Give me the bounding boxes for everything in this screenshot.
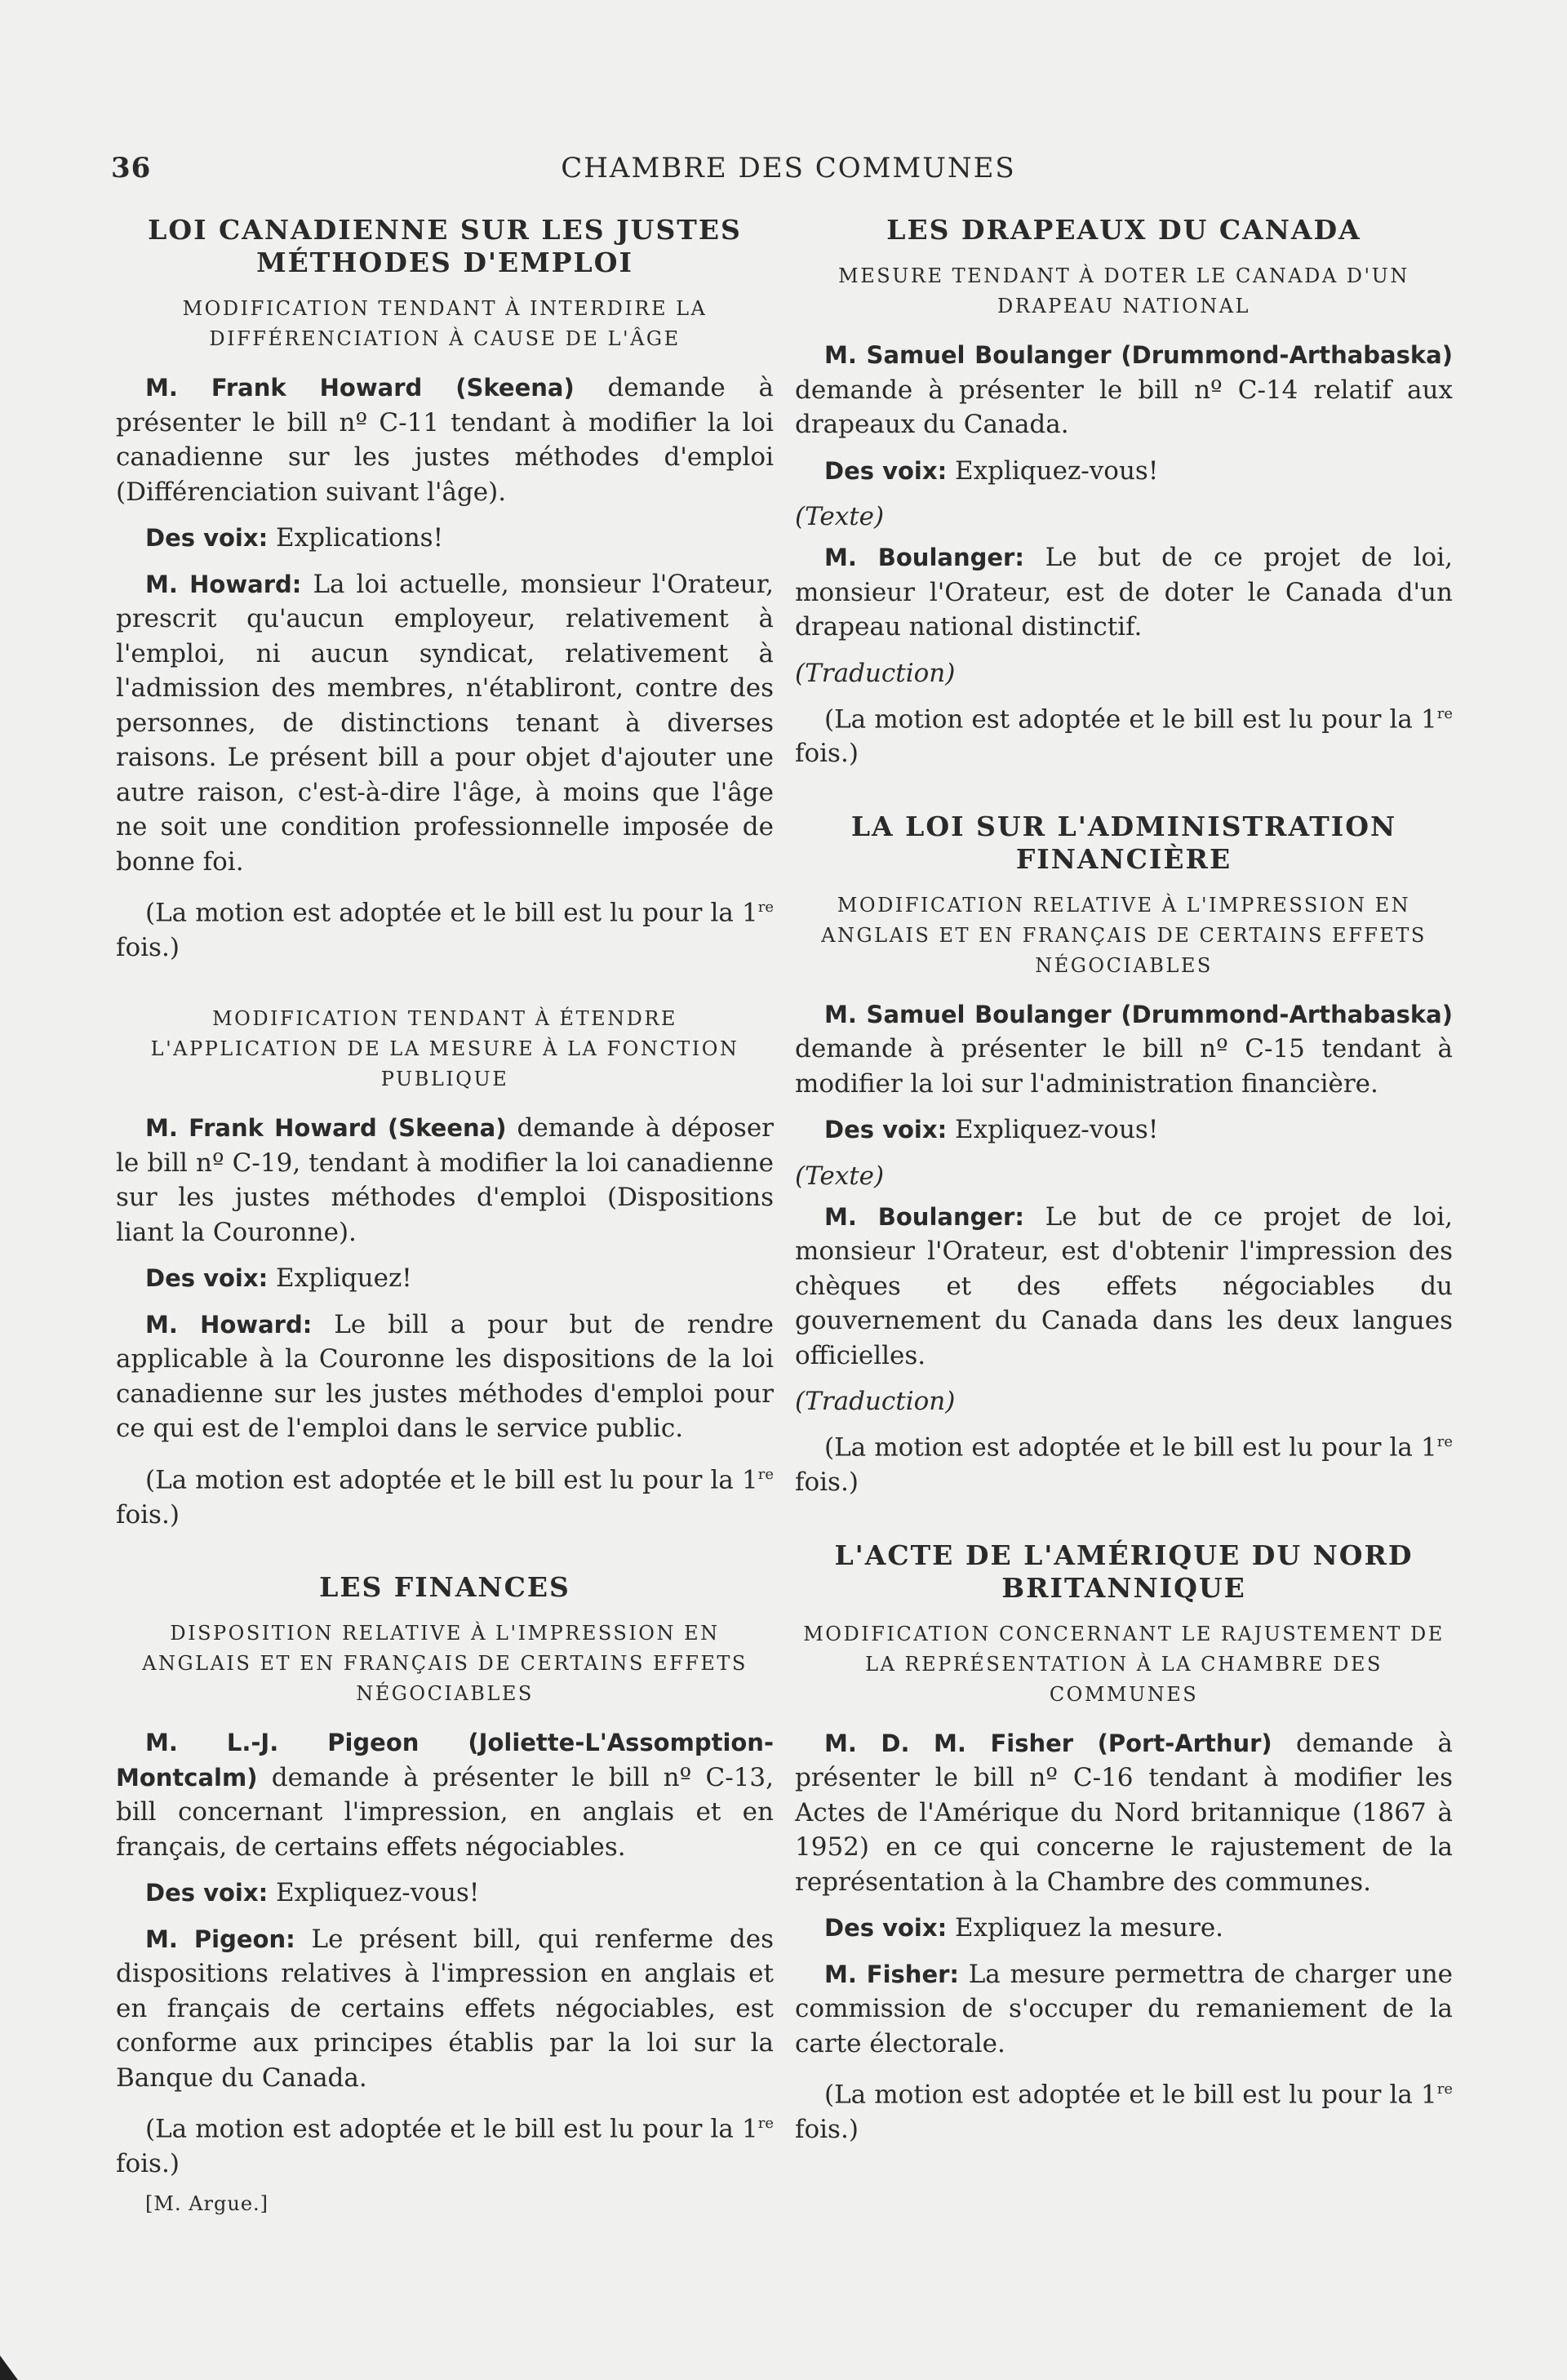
- section-subtitle: DISPOSITION RELATIVE À L'IMPRESSION EN ANGLAIS ET EN FRANÇAIS DE CERTAINS EFFETS NÉGOCIABLES: [142, 1622, 748, 1706]
- paragraph: M. D. M. Fisher (Port-Arthur) demande à présenter le bill nº C-16 tendant à modifier les Actes de l'Amérique du Nord britannique (1867 à 1952) en ce qui concerne le rajustement de la représentation à la Chambre des communes.: [795, 1728, 1453, 1897]
- speaker: M. Samuel Boulanger (Drummond-Arthabaska): [824, 1000, 1453, 1028]
- speaker: M. D. M. Fisher (Port-Arthur): [824, 1729, 1272, 1757]
- speaker: Des voix:: [824, 1116, 948, 1144]
- section-title: LOI CANADIENNE SUR LES JUSTES MÉTHODES D'EMPLOI: [148, 214, 742, 278]
- speaker: M. Boulanger:: [824, 1202, 1024, 1231]
- motion-note: (La motion est adoptée et le bill est lu pour la 1re fois.): [795, 704, 1453, 769]
- paragraph: M. Frank Howard (Skeena) demande à présenter le bill nº C-11 tendant à modifier la loi canadienne sur les justes méthodes d'emploi (Différenciation suivant l'âge).: [116, 373, 774, 507]
- paragraph: M. L.-J. Pigeon (Joliette-L'Assomption-Montcalm) demande à présenter le bill nº C-13, bill concernant l'impression, en anglais et en français, de certains effets négociables.: [116, 1729, 774, 1862]
- speaker: M. Boulanger:: [824, 544, 1024, 571]
- speaker: Des voix:: [145, 1879, 269, 1907]
- spacer: [116, 1543, 774, 1571]
- left-column: [116, 214, 774, 2215]
- spacer: [795, 1512, 1453, 1539]
- paragraph: Des voix: Expliquez!: [145, 1263, 412, 1294]
- paragraph: M. Frank Howard (Skeena) demande à déposer le bill nº C-19, tendant à modifier la loi canadienne sur les justes méthodes d'emploi (Dispositions liant la Couronne).: [116, 1113, 774, 1247]
- speaker: M. Howard:: [145, 570, 302, 598]
- paragraph: M. Boulanger: Le but de ce projet de loi, monsieur l'Orateur, est d'obtenir l'impression des chèques et des effets négociables du gouvernement du Canada dans les deux langues officielles.: [795, 1201, 1453, 1370]
- section-subtitle: MODIFICATION TENDANT À ÉTENDRE L'APPLICATION DE LA MESURE À LA FONCTION PUBLIQUE: [150, 1007, 739, 1091]
- motion-note: (La motion est adoptée et le bill est lu pour la 1re fois.): [795, 1432, 1453, 1498]
- paragraph: M. Pigeon: Le présent bill, qui renferme des dispositions relatives à l'impression en anglais et en français de certains effets négociables, est conforme aux principes établis par la loi sur la Banque du Canada.: [116, 1924, 775, 2093]
- paragraph: Des voix: Expliquez-vous!: [824, 1115, 1159, 1145]
- section-title: L'ACTE DE L'AMÉRIQUE DU NORD BRITANNIQUE: [834, 1539, 1414, 1604]
- motion-note: (La motion est adoptée et le bill est lu pour la 1re fois.): [116, 1465, 774, 1530]
- paragraph: M. Fisher: La mesure permettra de charger une commission de s'occuper du remaniement de la carte électorale.: [795, 1959, 1454, 2058]
- right-column: [795, 214, 1453, 2158]
- speaker: M. Howard:: [145, 1310, 313, 1339]
- section-title: LES DRAPEAUX DU CANADA: [886, 214, 1361, 246]
- paragraph: M. Boulanger: Le but de ce projet de loi, monsieur l'Orateur, est de doter le Canada d'un drapeau national distinctif.: [795, 543, 1453, 642]
- footer-note: [M. Argue.]: [145, 2192, 269, 2216]
- running-title: CHAMBRE DES COMMUNES: [561, 152, 1016, 184]
- motion-note: (La motion est adoptée et le bill est lu pour la 1re fois.): [116, 898, 774, 962]
- paragraph: Des voix: Expliquez la mesure.: [824, 1913, 1224, 1943]
- section-title: LA LOI SUR L'ADMINISTRATION FINANCIÈRE: [850, 810, 1397, 875]
- section-subtitle: MODIFICATION TENDANT À INTERDIRE LA DIFFÉRENCIATION À CAUSE DE L'ÂGE: [182, 297, 708, 350]
- speaker: M. Fisher:: [824, 1960, 960, 1988]
- section-title: LES FINANCES: [319, 1571, 570, 1604]
- paragraph: M. Samuel Boulanger (Drummond-Arthabaska) demande à présenter le bill nº C-14 relatif aux drapeaux du Canada.: [795, 341, 1453, 439]
- motion-note: (La motion est adoptée et le bill est lu pour la 1re fois.): [116, 2114, 774, 2178]
- speaker: M. L.-J. Pigeon (Joliette-L'Assomption-Montcalm): [116, 1729, 774, 1792]
- speaker: M. Pigeon:: [145, 1925, 295, 1953]
- language-label: (Traduction): [795, 1387, 956, 1417]
- section-subtitle: MESURE TENDANT À DOTER LE CANADA D'UN DRAPEAU NATIONAL: [838, 264, 1409, 317]
- paragraph: Des voix: Expliquez-vous!: [824, 455, 1159, 486]
- scan-corner-mark: [0, 2356, 18, 2380]
- paragraph: Des voix: Expliquez-vous!: [145, 1878, 480, 1908]
- spacer: [795, 783, 1453, 810]
- paragraph: M. Samuel Boulanger (Drummond-Arthabaska) demande à présenter le bill nº C-15 tendant à modifier la loi sur l'administration financière.: [795, 1000, 1453, 1099]
- paragraph: M. Howard: Le bill a pour but de rendre applicable à la Couronne les dispositions de la loi canadienne sur les justes méthodes d'emploi pour ce qui est de l'emploi dans le service public.: [116, 1309, 774, 1444]
- paragraph: Des voix: Explications!: [145, 523, 444, 553]
- motion-note: (La motion est adoptée et le bill est lu pour la 1re fois.): [795, 2080, 1453, 2144]
- speaker: Des voix:: [824, 456, 948, 485]
- speaker: Des voix:: [145, 524, 269, 552]
- speaker: Des voix:: [145, 1264, 269, 1293]
- speaker: M. Samuel Boulanger (Drummond-Arthabaska): [824, 341, 1453, 369]
- page-header: [111, 152, 1466, 193]
- paragraph: M. Howard: La loi actuelle, monsieur l'Orateur, prescrit qu'aucun employeur, relativement à l'emploi, ni aucun syndicat, relativement à l'admission des membres, n'établiront, contre des personnes, de distinctions tenant à diverses raisons. Le présent bill a pour objet d'ajouter une autre raison, c'est-à-dire l'âge, à moins que l'âge ne soit une condition professionnelle imposée de bonne foi.: [116, 569, 775, 877]
- page-number: 36: [111, 152, 152, 184]
- language-label: (Texte): [795, 502, 885, 531]
- speaker: M. Frank Howard (Skeena): [145, 1114, 507, 1143]
- speaker: M. Frank Howard (Skeena): [145, 374, 575, 402]
- section-subtitle: MODIFICATION CONCERNANT LE RAJUSTEMENT DE LA REPRÉSENTATION À LA CHAMBRE DES COMMUNES: [803, 1622, 1445, 1706]
- speaker: Des voix:: [824, 1914, 948, 1943]
- language-label: (Traduction): [795, 658, 956, 688]
- language-label: (Texte): [795, 1161, 885, 1191]
- spacer: [116, 976, 774, 1004]
- section-subtitle: MODIFICATION RELATIVE À L'IMPRESSION EN ANGLAIS ET EN FRANÇAIS DE CERTAINS EFFETS NÉGOCIABLES: [821, 893, 1427, 977]
